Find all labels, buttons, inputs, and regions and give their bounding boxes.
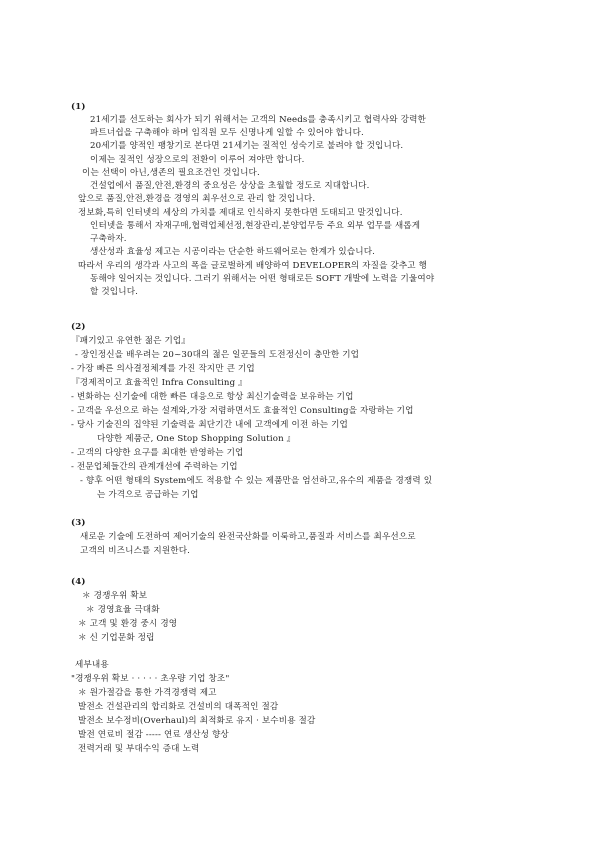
section-1-line: 21세기를 선도하는 회사가 되기 위해서는 고객의 Needs를 충족시키고 협력사와 강력한 <box>90 115 426 125</box>
section-1-line: 건설업에서 품질,안전,환경의 중요성은 상상을 초월할 정도로 지대합니다. <box>90 181 370 191</box>
section-2-line: - 변화하는 신기술에 대한 빠른 대응으로 항상 최신기술력을 보유하는 기업 <box>71 392 354 402</box>
section-1-line: 동해야 일어지는 것입니다. 그러기 위해서는 어떤 형태로든 SOFT 개발에 노력을 기울여야 <box>90 274 435 284</box>
detail-line: 발전소 보수정비(Overhaul)의 최적화로 유지 · 보수비용 절감 <box>78 716 316 726</box>
section-2-line: 다양한 제품군, One Stop Shopping Solution 』 <box>97 434 296 444</box>
detail-line: 전력거래 및 부대수익 증대 노력 <box>78 744 200 754</box>
section-3-line: 새로운 기술에 도전하여 제어기술의 완전국산화를 이룩하고,품질과 서비스를 최우선으로 <box>80 532 416 542</box>
section-1-line: 이제는 질적인 성장으로의 전환이 이루어 져야만 합니다. <box>90 155 305 165</box>
section-3-number: (3) <box>71 518 86 528</box>
detail-line: 발전소 건설관리의 합리화로 건설비의 대폭적인 절감 <box>78 702 279 712</box>
section-2-line: - 전문업체들간의 관계개선에 주력하는 기업 <box>71 462 238 472</box>
section-3-line: 고객의 비즈니스를 지원한다. <box>80 546 191 556</box>
section-2-line: - 고객의 다양한 요구를 최대한 반영하는 기업 <box>71 448 244 458</box>
section-2-line: - 향후 어떤 형태의 System에도 적용할 수 있는 제품만을 엄선하고,유수의 제품을 경쟁력 있 <box>80 476 433 486</box>
section-2-line: - 장인정신을 배우려는 20~30대의 젊은 일꾼들의 도전정신이 충만한 기업 <box>75 350 360 360</box>
section-4-number: (4) <box>71 577 86 587</box>
section-4-line: ＊ 경쟁우위 확보 <box>82 591 148 601</box>
detail-line: 발전 연료비 절감 ----- 연료 생산성 향상 <box>78 730 229 740</box>
section-1-line: 인터넷을 통해서 자재구매,협력업체선정,현장관리,분양업무등 주요 외부 업무를 새롭게 <box>90 221 421 231</box>
section-2-line: - 당사 기술진의 집약된 기술력을 최단기간 내에 고객에게 이전 하는 기업 <box>71 420 348 430</box>
section-1-line: 따라서 우리의 생각과 사고의 폭을 글로벌하게 배양하여 DEVELOPER의 자질을 갖추고 행 <box>78 261 428 271</box>
section-2-line: 『패기있고 유연한 젊은 기업』 <box>71 336 191 346</box>
detail-line: "경쟁우위 확보 · · · · · 초우량 기업 창조" <box>71 674 230 684</box>
section-1-line: 앞으로 품질,안전,환경을 경영의 최우선으로 관리 할 것입니다. <box>78 194 316 204</box>
section-1-line: 정보화,특히 인터넷의 세상의 가치를 제대로 인식하지 못한다면 도태되고 말것입니다. <box>78 208 403 218</box>
section-2-line: 는 가격으로 공급하는 기업 <box>97 490 199 500</box>
section-4-line: ＊ 경영효율 극대화 <box>86 605 160 615</box>
section-2-line: 『경제적이고 효율적인 Infra Consulting 』 <box>71 378 247 388</box>
detail-line: ＊ 원가절감을 통한 가격경쟁력 제고 <box>78 688 217 698</box>
section-1-line: 20세기를 양적인 팽창기로 본다면 21세기는 질적인 성숙기로 불려야 할 것입니다. <box>90 141 404 151</box>
section-1-line: 할 것입니다. <box>90 287 139 297</box>
section-1-line: 파트너쉽을 구축해야 하며 임직원 모두 신명나게 일할 수 있어야 합니다. <box>90 128 364 138</box>
section-1-line: 생산성과 효율성 제고는 시공이라는 단순한 하드웨어로는 한계가 있습니다. <box>90 247 376 257</box>
section-4-line: ＊ 고객 및 환경 중시 경영 <box>78 619 178 629</box>
section-2-line: - 고객을 우선으로 하는 설계와,가장 저렴하면서도 효율적인 Consulting을 자랑하는 기업 <box>71 406 414 416</box>
section-2-number: (2) <box>71 322 86 332</box>
detail-heading: 세부내용 <box>75 660 109 670</box>
section-1-number: (1) <box>71 102 86 112</box>
section-1-line: 이는 선택이 아닌,생존의 필요조건인 것입니다. <box>82 168 260 178</box>
section-2-line: - 가장 빠른 의사결정체계를 가진 작지만 큰 기업 <box>71 364 255 374</box>
section-4-line: ＊ 신 기업문화 정립 <box>78 633 155 643</box>
section-1-line: 구축하자. <box>90 234 127 244</box>
